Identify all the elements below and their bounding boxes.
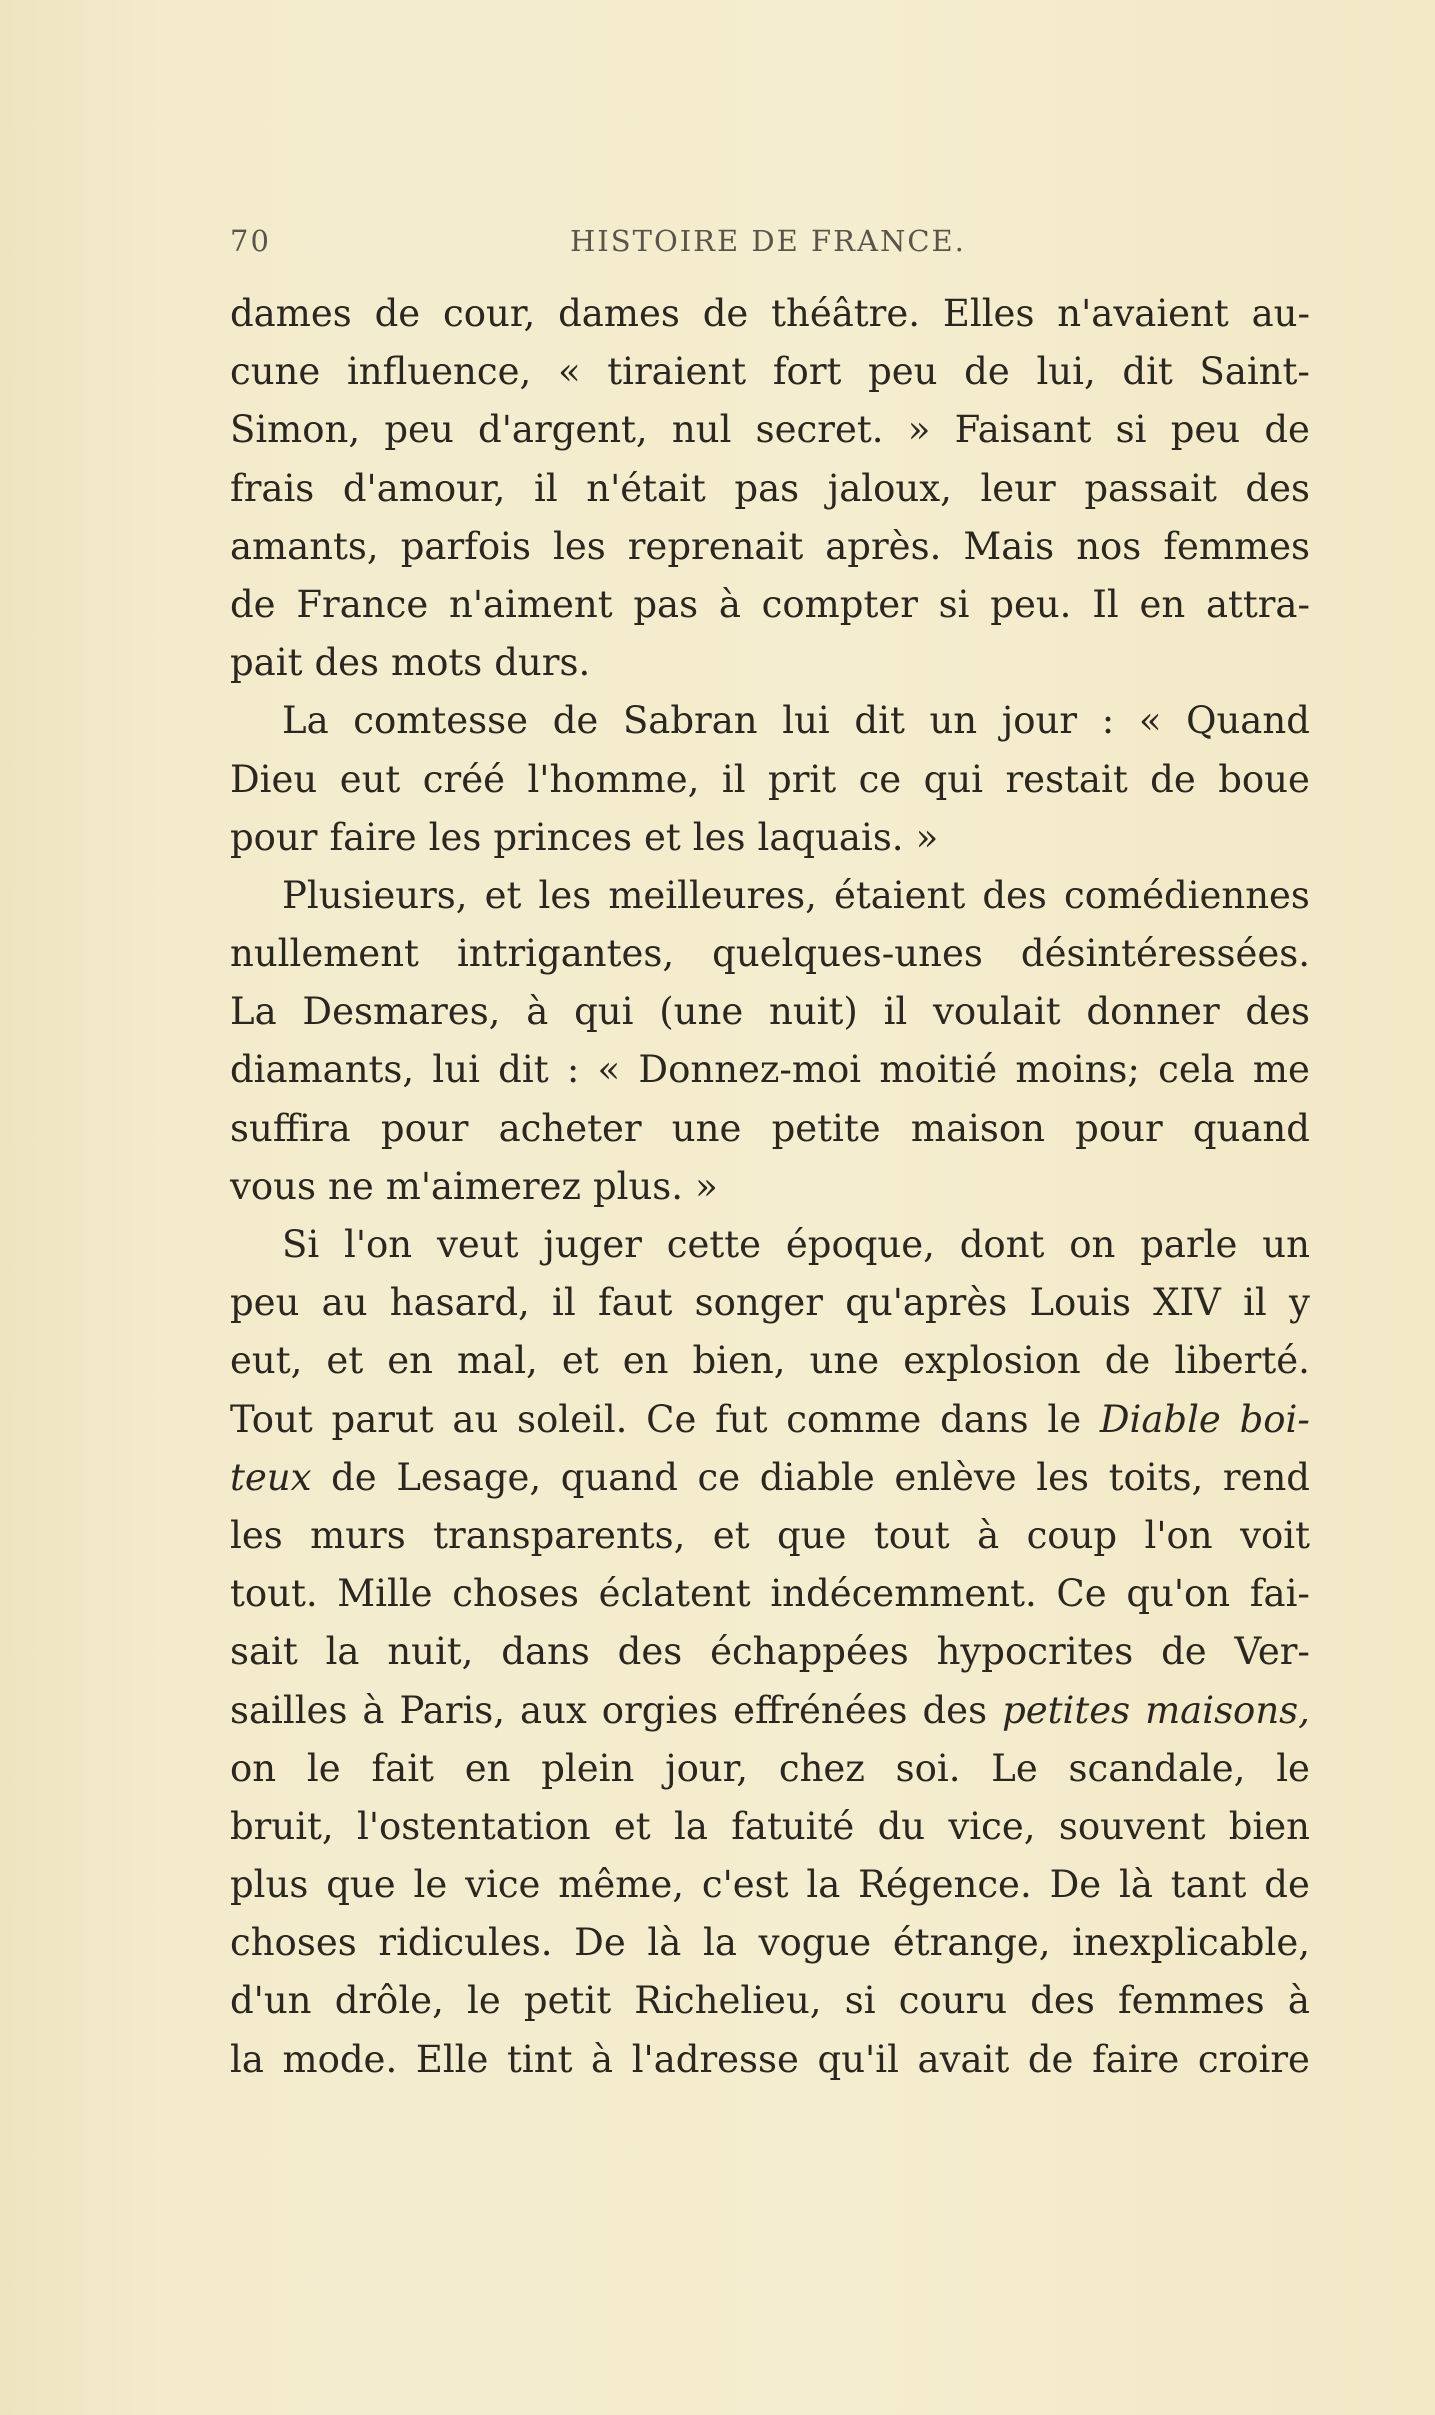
text-line: suffira pour acheter une petite maison pour quand xyxy=(230,1106,1310,1150)
text-line: eut, et en mal, et en bien, une explosion de liberté. xyxy=(230,1339,1310,1383)
text-line: sait la nuit, dans des échappées hypocrites de Ver- xyxy=(230,1630,1310,1674)
page-header xyxy=(230,224,1310,264)
body-text xyxy=(230,285,1310,2089)
text-line: Tout parut au soleil. Ce fut comme dans le Diable boi- xyxy=(230,1397,1310,1441)
text-line: bruit, l'ostentation et la fatuité du vice, souvent bien xyxy=(230,1804,1310,1848)
text-line: vous ne m'aimerez plus. » xyxy=(230,1164,718,1208)
text-line: La comtesse de Sabran lui dit un jour : « Quand xyxy=(282,699,1310,743)
text-line: pait des mots durs. xyxy=(230,641,591,685)
text-line: d'un drôle, le petit Richelieu, si couru des femmes à xyxy=(230,1979,1310,2023)
text-line: diamants, lui dit : « Donnez-moi moitié moins; cela me xyxy=(230,1048,1310,1092)
text-line: nullement intrigantes, quelques-unes désintéressées. xyxy=(230,932,1310,976)
text-line: on le fait en plein jour, chez soi. Le scandale, le xyxy=(230,1746,1310,1790)
text-line: teux de Lesage, quand ce diable enlève les toits, rend xyxy=(230,1455,1310,1499)
text-line: Si l'on veut juger cette époque, dont on parle un xyxy=(282,1223,1310,1266)
text-line: de France n'aiment pas à compter si peu. Il en attra- xyxy=(230,582,1310,626)
text-line: La Desmares, à qui (une nuit) il voulait donner des xyxy=(230,990,1310,1034)
text-line: Plusieurs, et les meilleures, étaient des comédiennes xyxy=(282,873,1310,917)
text-line: les murs transparents, et que tout à coup l'on voit xyxy=(230,1513,1310,1557)
text-line: amants, parfois les reprenait après. Mais nos femmes xyxy=(230,524,1310,568)
text-line: sailles à Paris, aux orgies effrénées des petites maisons, xyxy=(230,1688,1310,1732)
text-line: peu au hasard, il faut songer qu'après Louis XIV il y xyxy=(230,1281,1310,1325)
page-number: 70 xyxy=(230,224,271,258)
text-line: plus que le vice même, c'est la Régence. De là tant de xyxy=(230,1863,1310,1907)
running-title: HISTOIRE DE FRANCE. xyxy=(570,224,966,258)
text-line: frais d'amour, il n'était pas jaloux, leur passait des xyxy=(230,466,1310,510)
text-line: la mode. Elle tint à l'adresse qu'il avait de faire croire xyxy=(230,2037,1310,2081)
text-line: Simon, peu d'argent, nul secret. » Faisant si peu de xyxy=(230,408,1310,452)
text-line: Dieu eut créé l'homme, il prit ce qui restait de boue xyxy=(230,757,1310,801)
text-line: dames de cour, dames de théâtre. Elles n'avaient au- xyxy=(230,292,1310,335)
text-line: tout. Mille choses éclatent indécemment. Ce qu'on fai- xyxy=(230,1572,1310,1616)
text-line: choses ridicules. De là la vogue étrange, inexplicable, xyxy=(230,1921,1310,1965)
text-line: pour faire les princes et les laquais. » xyxy=(230,815,939,859)
text-line: cune influence, « tiraient fort peu de lui, dit Saint- xyxy=(230,350,1310,394)
